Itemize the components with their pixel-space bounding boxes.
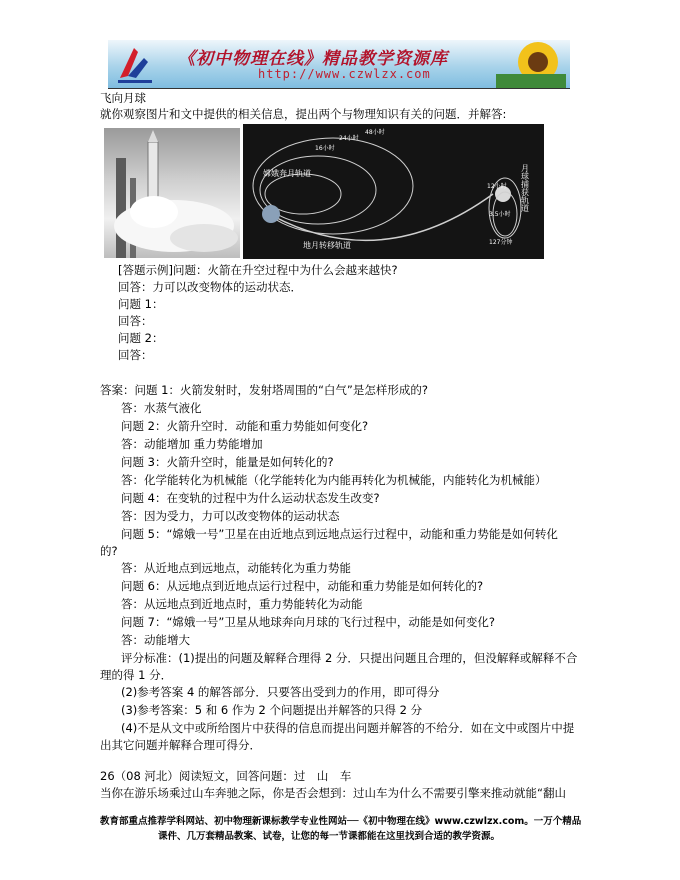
header-title: 《初中物理在线》精品教学资源库 [178, 49, 448, 69]
header-banner [108, 40, 570, 88]
orbit-label: 12小时 [487, 183, 507, 190]
rocket-icon [104, 128, 240, 258]
answer-a4: 答：因为受力，力可以改变物体的运动状态 [121, 509, 340, 523]
answer-q2: 问题 2：火箭升空时．动能和重力势能如何变化? [121, 419, 369, 433]
orbit-label: 嫦娥奔月轨道 [263, 169, 311, 178]
answer-2-blank: 回答： [118, 348, 153, 362]
orbit-label: 127分钟 [489, 239, 513, 246]
sunflower-icon [496, 40, 566, 88]
scoring-1: 评分标准：(1)提出的问题及解释合理得 2 分．只提出问题且合理的，但没解释或解释不合 [121, 651, 578, 665]
orbit-label: 16小时 [315, 145, 335, 152]
section-title: 飞向月球 [100, 91, 146, 105]
orbit-label: 24小时 [339, 135, 359, 142]
scoring-3: (3)参考答案：5 和 6 作为 2 个问题提出并解答的只得 2 分 [121, 703, 423, 717]
answer-a6: 答：从远地点到近地点时，重力势能转化为动能 [121, 597, 363, 611]
scoring-4: (4)不是从文中或所给图片中获得的信息而提出问题并解答的不给分．如在文中或图片中提 [121, 721, 575, 735]
orbit-diagram [243, 124, 544, 259]
footer-line-2: 课件、几万套精品教案、试卷，让您的每一节课都能在这里找到合适的教学资源。 [158, 831, 501, 842]
question-1-blank: 问题 1： [118, 297, 164, 311]
answer-q6: 问题 6：从远地点到近地点运行过程中，动能和重力势能是如何转化的? [121, 579, 484, 593]
answer-a5: 答：从近地点到远地点，动能转化为重力势能 [121, 561, 351, 575]
example-question: [答题示例]问题：火箭在升空过程中为什么会越来越快? [118, 263, 398, 277]
answer-a7: 答：动能增大 [121, 633, 190, 647]
scoring-2: (2)参考答案 4 的解答部分．只要答出受到力的作用，即可得分 [121, 685, 440, 699]
answer-q7: 问题 7：“嫦娥一号”卫星从地球奔向月球的飞行过程中，动能是如何变化? [121, 615, 495, 629]
scoring-1-cont: 理的得 1 分． [100, 668, 173, 682]
orbit-label: 月球捕获轨道 [520, 164, 530, 212]
answer-a1: 答：水蒸气液化 [121, 401, 202, 415]
answer-q5-cont: 的? [100, 544, 118, 558]
answer-a2: 答：动能增加 重力势能增加 [121, 437, 263, 451]
rocket-launch-photo [104, 128, 240, 258]
orbit-label: 3.5小时 [489, 211, 511, 218]
footer-line-1: 教育部重点推荐学科网站、初中物理新课标教学专业性网站──《初中物理在线》www.czwlzx.com。一万个精品 [100, 816, 582, 827]
question-prompt: 就你观察图片和文中提供的相关信息，提出两个与物理知识有关的问题．并解答: [100, 107, 507, 121]
example-answer: 回答：力可以改变物体的运动状态． [118, 280, 302, 294]
answer-q5: 问题 5：“嫦娥一号”卫星在由近地点到远地点运行过程中，动能和重力势能是如何转化 [121, 527, 558, 541]
orbit-label: 48小时 [365, 129, 385, 136]
site-logo-icon [114, 44, 156, 84]
orbit-label: 地月转移轨道 [303, 241, 351, 250]
answer-q3: 问题 3：火箭升空时，能量是如何转化的? [121, 455, 334, 469]
scoring-4-cont: 出其它问题并解释合理可得分． [100, 738, 261, 752]
answer-q4: 问题 4：在变轨的过程中为什么运动状态发生改变? [121, 491, 380, 505]
header-url: http://www.czwlzx.com [258, 67, 431, 81]
answer-q1: 答案：问题 1：火箭发射时，发射塔周围的“白气”是怎样形成的? [100, 383, 428, 397]
answer-1-blank: 回答： [118, 314, 153, 328]
answer-a3: 答：化学能转化为机械能（化学能转化为内能再转化为机械能，内能转化为机械能） [121, 473, 547, 487]
header-rule [108, 88, 570, 89]
orbit-diagram-drawing [243, 124, 544, 259]
question-26-text: 当你在游乐场乘过山车奔驰之际，你是否会想到：过山车为什么不需要引擎来推动就能“翻山 [100, 786, 566, 800]
question-26-title: 26（08 河北）阅读短文，回答问题：过 山 车 [100, 769, 352, 783]
question-2-blank: 问题 2： [118, 331, 164, 345]
